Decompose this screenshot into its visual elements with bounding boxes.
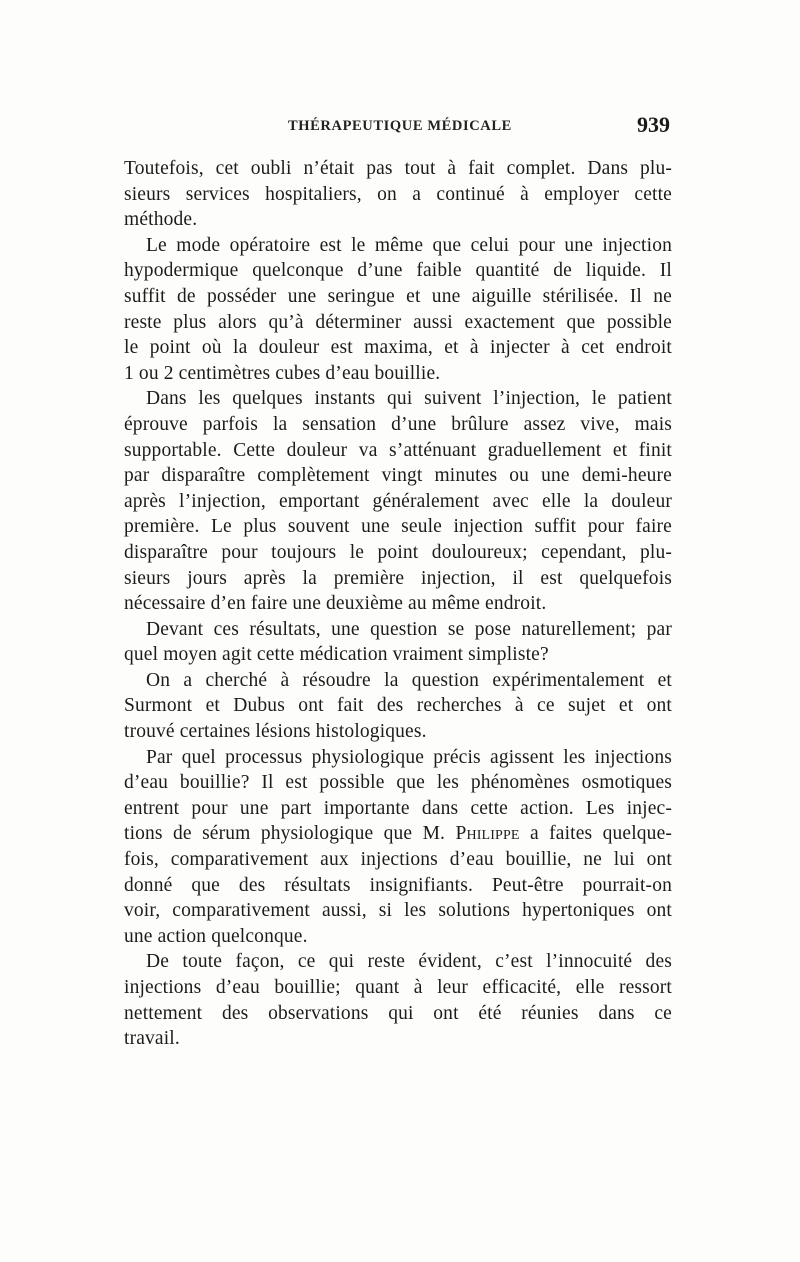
text-line: une action quelconque. xyxy=(124,925,308,947)
text-line: après l’injection, emportant généralement avec elle la douleur xyxy=(124,490,672,512)
text-line: injections d’eau bouillie; quant à leur efficacité, elle ressort xyxy=(124,977,672,998)
text-line: par disparaître complètement vingt minutes ou une demi-heure xyxy=(124,465,672,487)
text-line: 1 ou 2 centimètres cubes d’eau bouillie. xyxy=(124,362,441,384)
text-line: méthode. xyxy=(124,209,198,231)
text-line: donné que des résultats insignifiants. Peut-être pourrait-on xyxy=(124,874,672,896)
text-segment: tions de sérum physiologique que M. xyxy=(124,823,446,845)
text-line: fois, comparativement aux injections d’eau bouillie, ne lui ont xyxy=(124,849,672,871)
text-line: Le mode opératoire est le même que celui pour une injection xyxy=(146,234,672,256)
text-line: le point où la douleur est maxima, et à injecter à cet endroit xyxy=(124,337,672,359)
text-segment: a faites quelque- xyxy=(529,823,673,845)
text-line: nécessaire d’en faire une deuxième au même endroit. xyxy=(124,593,547,615)
text-line: voir, comparativement aussi, si les solutions hypertoniques ont xyxy=(124,900,672,922)
text-line: d’eau bouillie? Il est possible que les phénomènes osmotiques xyxy=(124,772,672,794)
text-line: Par quel processus physiologique précis agissent les injections xyxy=(146,746,672,768)
text-line: supportable. Cette douleur va s’atténuant graduellement et finit xyxy=(124,439,672,461)
text-line: hypodermique quelconque d’une faible quantité de liquide. Il xyxy=(124,260,672,282)
text-line: disparaître pour toujours le point douloureux; cependant, plu- xyxy=(124,541,672,563)
text-line xyxy=(124,821,672,847)
text-line: travail. xyxy=(124,1028,180,1050)
text-line: Surmont et Dubus ont fait des recherches à ce sujet et ont xyxy=(124,695,672,717)
page-number: 939 xyxy=(637,112,670,137)
text-line: Devant ces résultats, une question se pose naturellement; par xyxy=(146,618,672,640)
text-line: Toutefois, cet oubli n’était pas tout à fait complet. Dans plu- xyxy=(124,158,672,179)
text-line: sieurs services hospitaliers, on a continué à employer cette xyxy=(124,183,672,205)
text-line: quel moyen agit cette médication vraiment simpliste? xyxy=(124,644,549,666)
author-name: Philippe xyxy=(455,823,520,845)
running-title: THÉRAPEUTIQUE MÉDICALE xyxy=(288,118,512,134)
text-line: entrent pour une part importante dans cette action. Les injec- xyxy=(124,797,672,819)
text-line: sieurs jours après la première injection, il est quelquefois xyxy=(124,567,672,589)
text-line: éprouve parfois la sensation d’une brûlure assez vive, mais xyxy=(124,413,672,435)
text-line: première. Le plus souvent une seule injection suffit pour faire xyxy=(124,516,672,538)
text-line: De toute façon, ce qui reste évident, c’est l’innocuité des xyxy=(146,951,672,973)
text-line: nettement des observations qui ont été réunies dans ce xyxy=(124,1002,672,1024)
running-head xyxy=(124,112,672,142)
text-line: trouvé certaines lésions histologiques. xyxy=(124,721,427,743)
text-line: On a cherché à résoudre la question expérimentalement et xyxy=(146,669,672,691)
text-line: Dans les quelques instants qui suivent l’injection, le patient xyxy=(146,388,672,410)
text-line: suffit de posséder une seringue et une aiguille stérilisée. Il ne xyxy=(124,285,672,307)
text-line: reste plus alors qu’à déterminer aussi exactement que possible xyxy=(124,311,672,333)
body-text xyxy=(124,156,672,1052)
